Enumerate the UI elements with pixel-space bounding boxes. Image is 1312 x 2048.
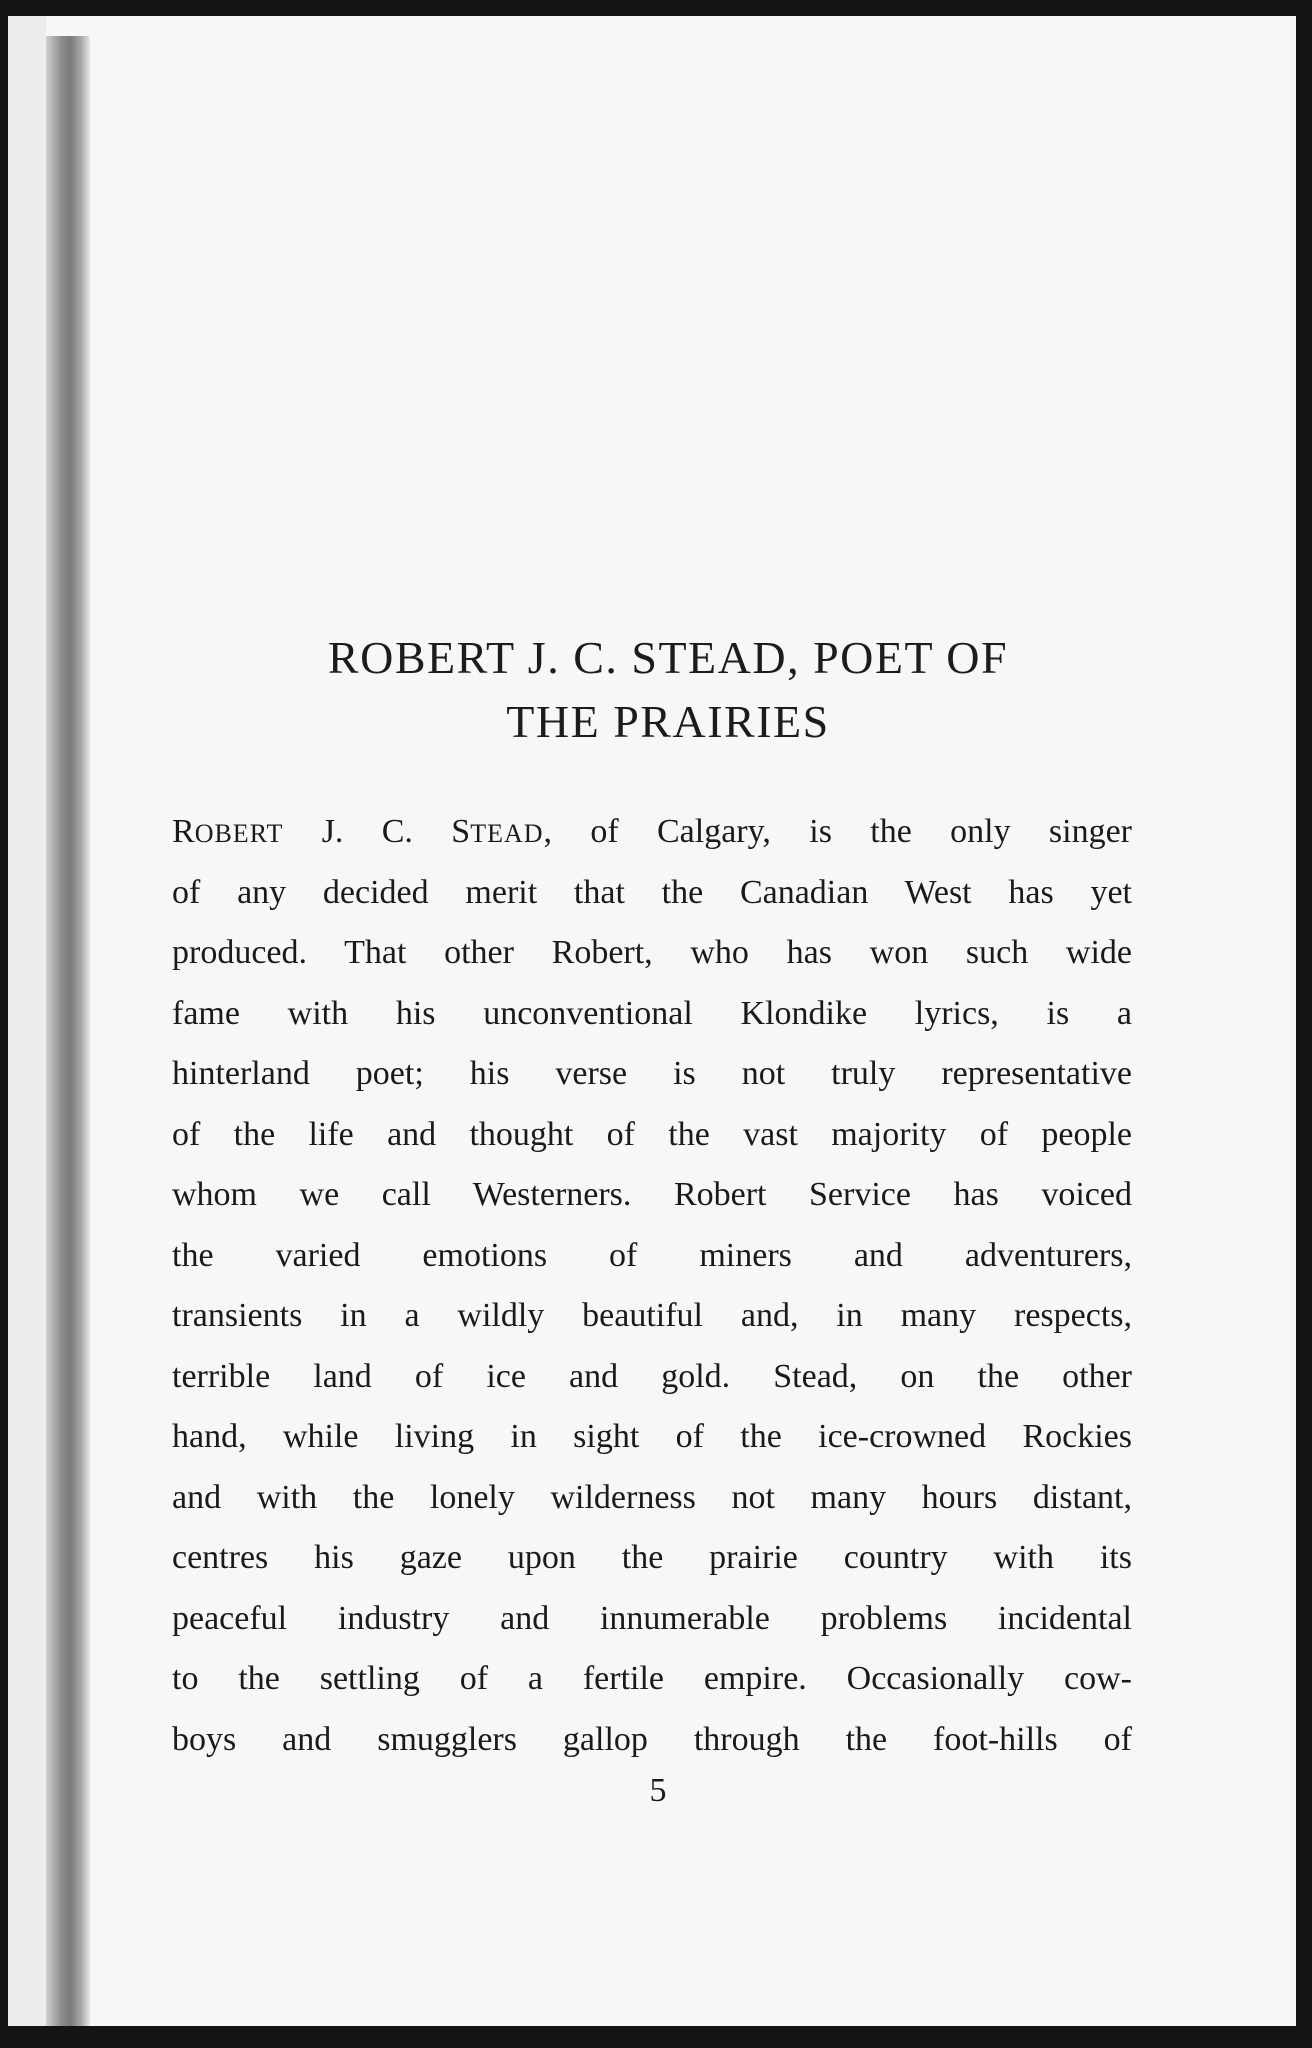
body-line: hand, while living in sight of the ice-crowned Rockies	[172, 1418, 1132, 1455]
page-number: 5	[649, 1772, 667, 1809]
chapter-title-line-2: THE PRAIRIES	[506, 696, 830, 747]
body-line: peaceful industry and innumerable problems incidental	[172, 1599, 1132, 1637]
body-line: whom we call Westerners. Robert Service has voiced	[172, 1176, 1132, 1213]
body-line: transients in a wildly beautiful and, in many respects,	[172, 1297, 1132, 1334]
body-line-1	[172, 802, 1132, 863]
body-line: hinterland poet; his verse is not truly representative	[172, 1055, 1132, 1092]
lead-name-2-rest: TEAD	[470, 819, 544, 848]
lead-name-2-initial: S	[451, 813, 471, 850]
lead-name-1-initial: R	[172, 813, 195, 850]
chapter-title-line-1: ROBERT J. C. STEAD, POET OF	[327, 632, 1009, 683]
lead-name-1-rest: OBERT	[194, 819, 284, 848]
lead-line-rest: , of Calgary, is the only singer	[543, 813, 1132, 850]
body-line: of the life and thought of the vast majority of people	[172, 1115, 1132, 1153]
book-page	[8, 16, 1296, 2026]
body-line: produced. That other Robert, who has won such wide	[172, 934, 1132, 971]
lead-name-middle: J. C.	[283, 813, 452, 850]
body-paragraph	[172, 802, 1132, 1770]
body-line: to the settling of a fertile empire. Occasionally cow-	[172, 1660, 1132, 1697]
chapter-title	[168, 626, 1168, 754]
body-line: the varied emotions of miners and adventurers,	[172, 1236, 1132, 1274]
binding-gutter-shadow	[46, 36, 90, 2026]
body-line: centres his gaze upon the prairie country with its	[172, 1539, 1132, 1576]
body-line: and with the lonely wilderness not many hours distant,	[172, 1478, 1132, 1516]
page-left-edge	[8, 16, 46, 2026]
body-line: fame with his unconventional Klondike lyrics, is a	[172, 994, 1132, 1032]
body-line: of any decided merit that the Canadian West has yet	[172, 873, 1132, 911]
body-line: boys and smugglers gallop through the foot-hills of	[172, 1720, 1132, 1758]
body-line: terrible land of ice and gold. Stead, on the other	[172, 1357, 1132, 1395]
